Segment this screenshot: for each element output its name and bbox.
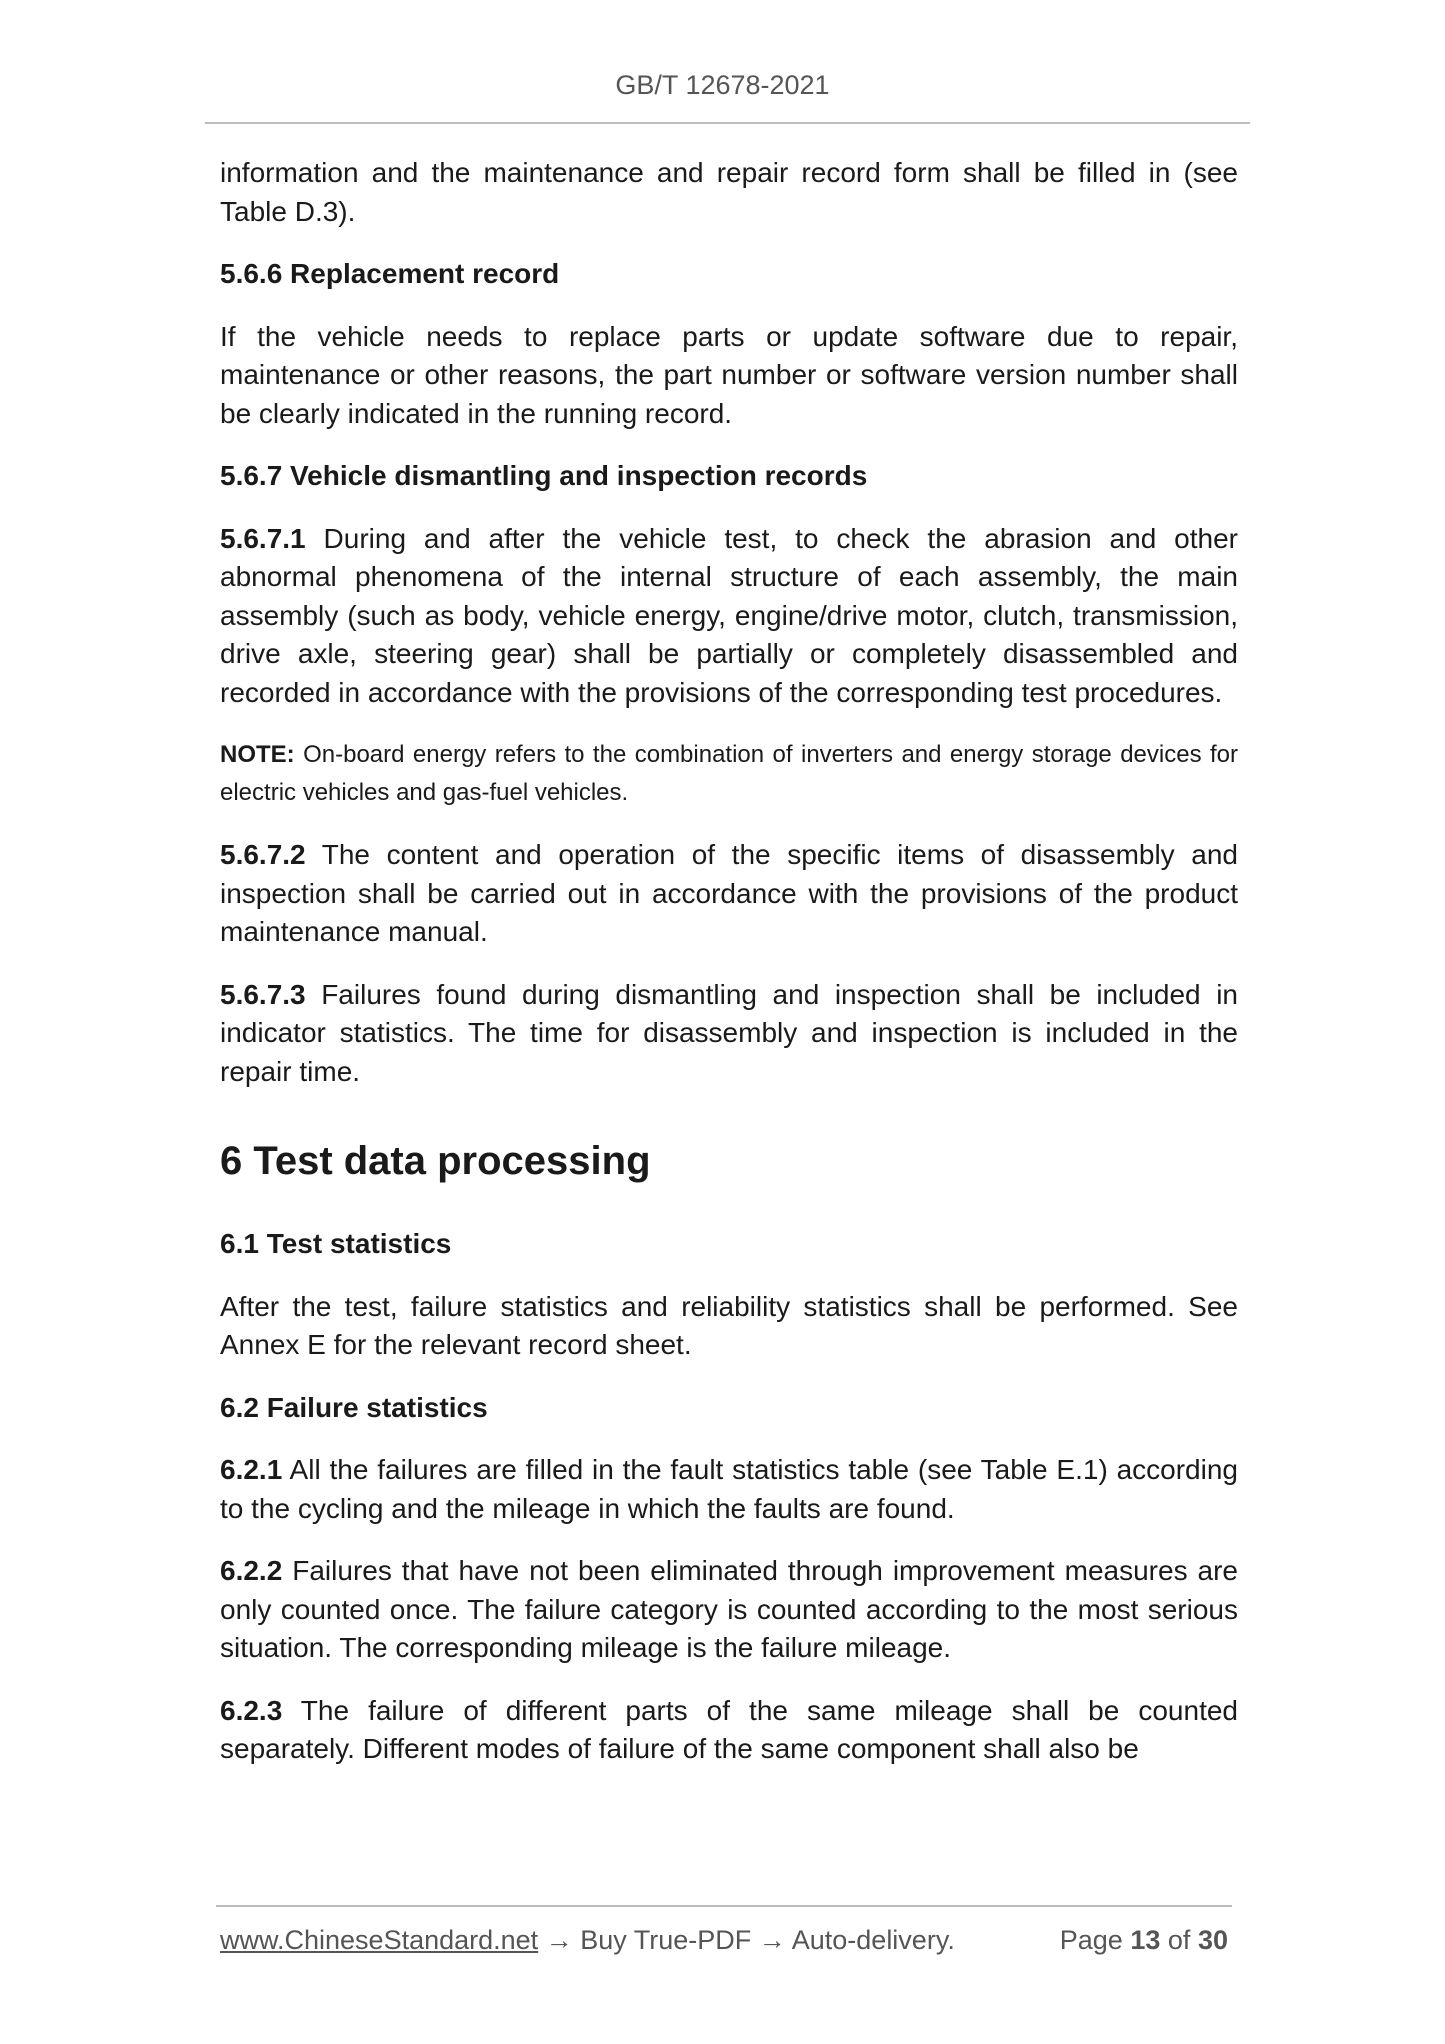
heading-5-6-6: 5.6.6 Replacement record <box>220 258 560 289</box>
page-body <box>220 154 1238 1793</box>
heading-5-6-7: 5.6.7 Vehicle dismantling and inspection records <box>220 460 868 491</box>
clause-number: 5.6.7.3 <box>220 978 306 1010</box>
clause-number: 5.6.7.1 <box>220 522 306 554</box>
paragraph-5-6-7-1 <box>220 520 1238 713</box>
clause-number: 6.2.3 <box>220 1694 283 1726</box>
paragraph-5-6-7-3 <box>220 976 1238 1092</box>
page-total: 30 <box>1197 1925 1228 1955</box>
heading-6-1: 6.1 Test statistics <box>220 1228 452 1259</box>
clause-text: The failure of different parts of the same mileage shall be counted separately. Different modes of failure of the same component shall also be <box>220 1694 1238 1764</box>
site-link[interactable]: www.ChineseStandard.net <box>220 1925 539 1955</box>
paragraph-5-6-6: If the vehicle needs to replace parts or update software due to repair, maintenance or other reasons, the part number or software version number shall be clearly indicated in the running record. <box>220 320 1238 429</box>
paragraph-6-2-1 <box>220 1451 1238 1528</box>
running-header: GB/T 12678-2021 <box>615 70 830 100</box>
promo-text: → Buy True-PDF → Auto-delivery. <box>538 1925 955 1955</box>
page-number: 13 <box>1130 1925 1161 1955</box>
note-text: On-board energy refers to the combination of inverters and energy storage devices for electric vehicles and gas-fuel vehicles. <box>220 741 1238 806</box>
paragraph-5-6-7-2 <box>220 836 1238 952</box>
clause-number: 5.6.7.2 <box>220 839 306 870</box>
page-word: Page <box>1059 1925 1123 1955</box>
paragraph-6-2-2 <box>220 1552 1238 1668</box>
page-footer <box>220 1925 1228 1956</box>
clause-text: The content and operation of the specific items of disassembly and inspection shall be carried out in accordance with the provisions of the product maintenance manual. <box>220 839 1238 947</box>
clause-number: 6.2.1 <box>220 1454 283 1485</box>
clause-number: 6.2.2 <box>220 1555 283 1586</box>
paragraph-6-1: After the test, failure statistics and reliability statistics shall be performed. See Annex E for the relevant record sheet. <box>220 1290 1238 1360</box>
header-divider <box>205 122 1250 124</box>
clause-text: Failures that have not been eliminated through improvement measures are only counted once. The failure category is counted according to the most serious situation. The corresponding mileage is the failure mileage. <box>220 1555 1238 1663</box>
page-indicator <box>1060 1925 1228 1956</box>
clause-text: During and after the vehicle test, to check the abrasion and other abnormal phenomena of the internal structure of each assembly, the main assembly (such as body, vehicle energy, engine/drive motor, clutch, transmission, drive axle, steering gear) shall be partially or completely disassembled and recorded in accordance with the provisions of the corresponding test procedures. <box>220 522 1238 708</box>
heading-6-2: 6.2 Failure statistics <box>220 1391 488 1423</box>
of-word: of <box>1167 1925 1191 1955</box>
note <box>220 736 1238 812</box>
footer-divider <box>216 1905 1232 1907</box>
footer-promo <box>220 1925 955 1956</box>
clause-text: Failures found during dismantling and inspection shall be included in indicator statistics. The time for disassembly and inspection is included in the repair time. <box>220 978 1238 1087</box>
clause-text: All the failures are filled in the fault statistics table (see Table E.1) according to the cycling and the mileage in which the faults are found. <box>220 1454 1238 1524</box>
heading-6: 6 Test data processing <box>220 1139 651 1183</box>
note-label: NOTE: <box>220 741 295 768</box>
paragraph-6-2-3 <box>220 1692 1238 1769</box>
paragraph-continued: information and the maintenance and repair record form shall be filled in (see Table D.3). <box>220 157 1238 227</box>
